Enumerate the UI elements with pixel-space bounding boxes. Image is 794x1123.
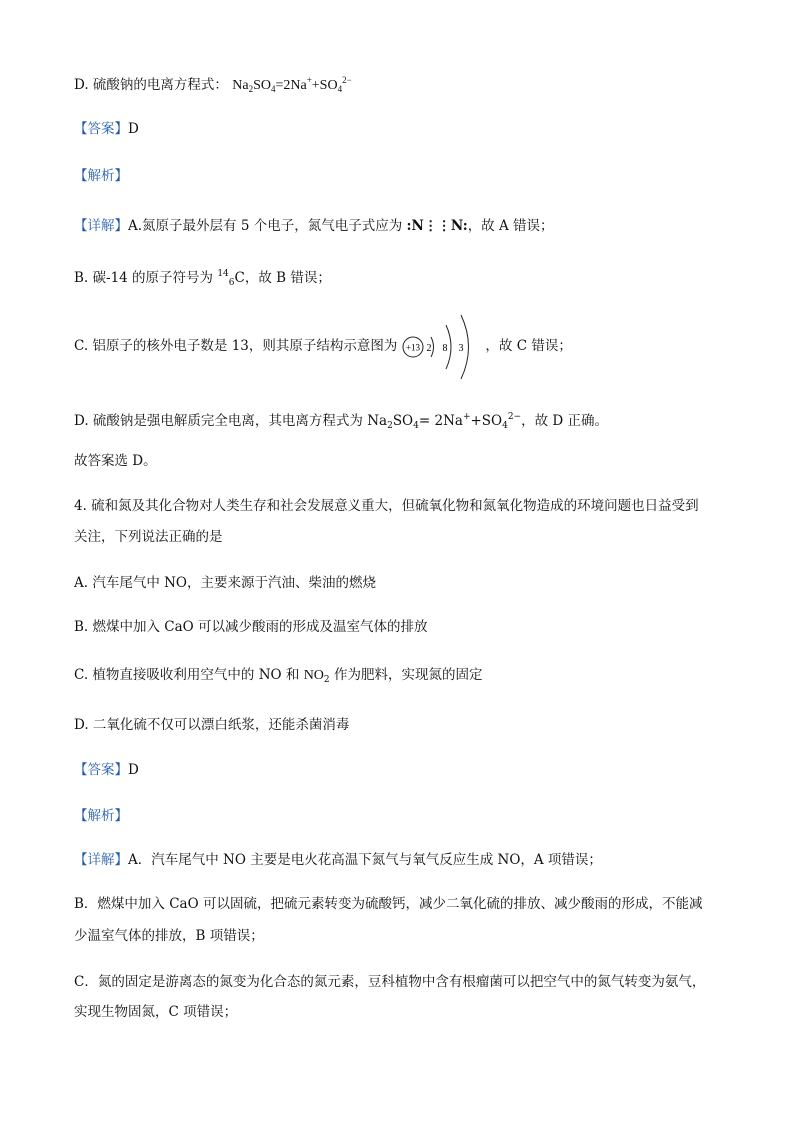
detail-b-line-1: B. 碳-14 的原子符号为 $^{14}_6$C，故 B 错误； [74,269,331,288]
answer-tag: 【答案】 [74,762,128,778]
detail-q4-c-2: 实现生物固氮，C 项错误； [74,1004,238,1020]
question-4-stem-2: 关注，下列说法正确的是 [74,529,223,545]
detail-q4-b-1: B．燃煤中加入 CaO 可以固硫，把硫元素转变为硫酸钙，减少二氧化硫的排放、减少酸雨的形成，不能减 [74,896,703,912]
answer-tag: 【答案】 [74,121,128,137]
detail-q4-c-1: C．氮的固定是游离态的氮变为化合态的氮元素，豆科植物中含有根瘤菌可以把空气中的氮气转变为氨气， [74,974,706,990]
detail-a-line-1: 【详解】A.氮原子最外层有 5 个电子，氮气电子式应为 :N⋮⋮N:，故 A 错误； [74,218,554,234]
question-4-stem-1: 4. 硫和氮及其化合物对人类生存和社会发展意义重大，但硫氧化物和氮氧化物造成的环境问题也日益受到 [74,498,699,514]
detail-tag: 【详解】 [74,218,128,234]
shell-count-1: 2 [426,342,432,354]
option-d-label: D. 硫酸钠的电离方程式： [74,77,228,93]
q4-option-d: D. 二氧化硫不仅可以漂白纸浆，还能杀菌消毒 [74,717,350,733]
q4-option-b: B. 燃煤中加入 CaO 可以减少酸雨的形成及温室气体的排放 [74,619,428,635]
ionization-formula: $Na_2SO_4=2Na^++SO_4^{2-}$ [232,75,352,94]
analysis-tag: 【解析】 [74,808,128,824]
q4-option-a: A. 汽车尾气中 NO，主要来源于汽油、柴油的燃烧 [74,575,377,591]
answer-value: D [128,121,139,137]
mass-number: 14 [217,269,229,279]
nucleus-charge: +13 [406,342,421,352]
shell-count-3: 3 [458,342,464,354]
electron-formula: :N⋮⋮N: [406,218,468,234]
answer-line-1 [74,119,139,139]
atom-structure-diagram [401,337,481,357]
q4-option-c: C. 植物直接吸收利用空气中的 NO 和 $NO_2$ 作为肥料，实现氮的固定 [74,667,483,685]
detail-q4-a: 【详解】A．汽车尾气中 NO 主要是电火花高温下氮气与氧气反应生成 NO，A 项错误； [74,852,602,868]
analysis-heading-1 [74,166,128,186]
atomic-number: 6 [228,278,235,288]
answer-line-2 [74,760,139,780]
analysis-heading-2 [74,806,128,826]
answer-value: D [128,762,139,778]
option-d-line [74,70,352,99]
analysis-tag: 【解析】 [74,168,128,184]
detail-q4-b-2: 少温室气体的排放，B 项错误； [74,928,264,944]
detail-tag: 【详解】 [74,852,128,868]
detail-c-line-1: C. 铝原子的核外电子数是 13，则其原子结构示意图为 +13 2 8 3 ，故 C 错误； [74,336,572,357]
detail-d-line-1: D. 硫酸钠是强电解质完全电离，其电离方程式为 $Na_2SO_4= 2Na^++SO_4^{2-}$，故 D 正确。 [74,412,609,431]
shell-count-2: 8 [442,342,448,354]
conclusion-line-1: 故答案选 D。 [74,453,157,469]
